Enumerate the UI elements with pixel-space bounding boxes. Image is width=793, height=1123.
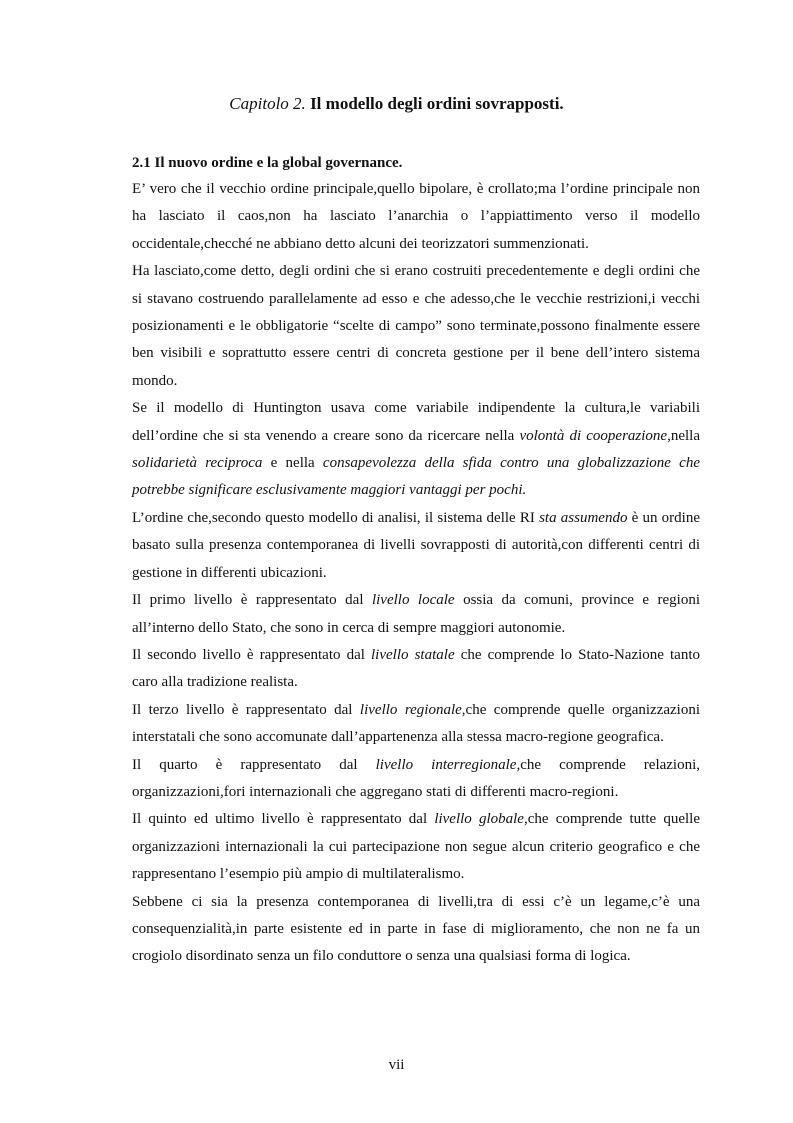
italic-text: sta assumendo xyxy=(539,509,628,526)
text-run: è un ordine basato sulla presenza contemporanea di livelli sovrapposti di autorità,con differenti centri di gestione in differenti ubicazioni. xyxy=(132,509,700,581)
italic-text: livello regionale xyxy=(359,701,462,718)
paragraph xyxy=(132,889,700,971)
text-run: ,che comprende tutte quelle organizzazioni internazionali la cui partecipazione non segue alcun criterio geografico e che rappresentano l’esempio più ampio di multilateralismo. xyxy=(132,811,700,883)
paragraph xyxy=(132,752,700,807)
text-run: E’ vero che il vecchio ordine principale,quello bipolare, è crollato;ma l’ordine principale non ha lasciato il caos,non ha lasciato l’anarchia o l’appiattimento verso il modello occidentale,checché ne abbiano detto alcuni dei teorizzatori summenzionati. xyxy=(132,181,700,252)
page-number: vii xyxy=(388,1057,405,1073)
chapter-title xyxy=(0,94,793,114)
text-run: L’ordine che,secondo questo modello di analisi, il sistema delle RI xyxy=(132,509,540,526)
italic-text: solidarietà reciproca xyxy=(132,455,263,472)
paragraph xyxy=(132,176,700,258)
italic-text: consapevolezza della sfida contro una globalizzazione che potrebbe significare esclusivamente maggiori vantaggi per pochi. xyxy=(132,455,700,499)
text-run: ossia da comuni, province e regioni all’interno dello Stato, che sono in cerca di sempre maggiori autonomie. xyxy=(132,592,700,636)
text-run: ,nella xyxy=(667,427,700,444)
paragraph xyxy=(132,587,700,642)
text-run: Ha lasciato,come detto, degli ordini che si erano costruiti precedentemente e degli ordini che si stavano costruendo parallelamente ad esso e che adesso,che le vecchie restrizioni,i vecchi posizionamenti e le obbligatorie “scelte di campo” sono terminate,possono finalmente essere ben visibili e soprattutto essere centri di concreta gestione per il bene dell’intero sistema mondo. xyxy=(132,263,700,389)
paragraph xyxy=(132,697,700,752)
chapter-label: Capitolo 2. xyxy=(229,94,306,113)
italic-text: livello globale xyxy=(434,811,524,828)
text-run: ,che comprende quelle organizzazioni interstatali che sono accomunate dall’appartenenza alla stessa macro-regione geografica. xyxy=(132,701,700,746)
text-run: Il quarto è rappresentato dal xyxy=(132,756,376,773)
text-run: Il secondo livello è rappresentato dal xyxy=(132,646,372,663)
paragraph xyxy=(132,395,700,505)
paragraph xyxy=(132,505,700,587)
paragraph xyxy=(132,258,700,395)
text-run: Se il modello di Huntington usava come variabile indipendente la cultura,le variabili dell’ordine che si sta venendo a creare sono da ricercare nella xyxy=(132,400,700,444)
chapter-name: Il modello degli ordini sovrapposti. xyxy=(305,94,564,113)
text-run: Sebbene ci sia la presenza contemporanea di livelli,tra di essi c’è un legame,c’è una consequenzialità,in parte esistente ed in parte in fase di miglioramento, che non ne fa un crogiolo disordinato senza un filo conduttore o senza una qualsiasi forma di logica. xyxy=(132,893,700,965)
text-run: Il terzo livello è rappresentato dal xyxy=(132,701,360,718)
text-run: che comprende lo Stato-Nazione tanto caro alla tradizione realista. xyxy=(132,646,701,691)
italic-text: livello interregionale, xyxy=(375,756,521,773)
italic-text: livello statale xyxy=(371,646,455,663)
body-text xyxy=(132,176,700,971)
paragraph xyxy=(132,642,700,697)
italic-text: livello locale xyxy=(371,592,455,609)
text-run: Il quinto ed ultimo livello è rappresentato dal xyxy=(132,811,435,828)
text-run: che comprende relazioni, organizzazioni,fori internazionali che aggregano stati di differenti macro-regioni. xyxy=(132,756,701,800)
paragraph xyxy=(132,806,700,888)
text-run: e nella xyxy=(262,455,323,472)
italic-text: volontà di cooperazione xyxy=(519,427,668,444)
section-title: 2.1 Il nuovo ordine e la global governance. xyxy=(132,155,403,171)
text-run: Il primo livello è rappresentato dal xyxy=(132,592,372,609)
